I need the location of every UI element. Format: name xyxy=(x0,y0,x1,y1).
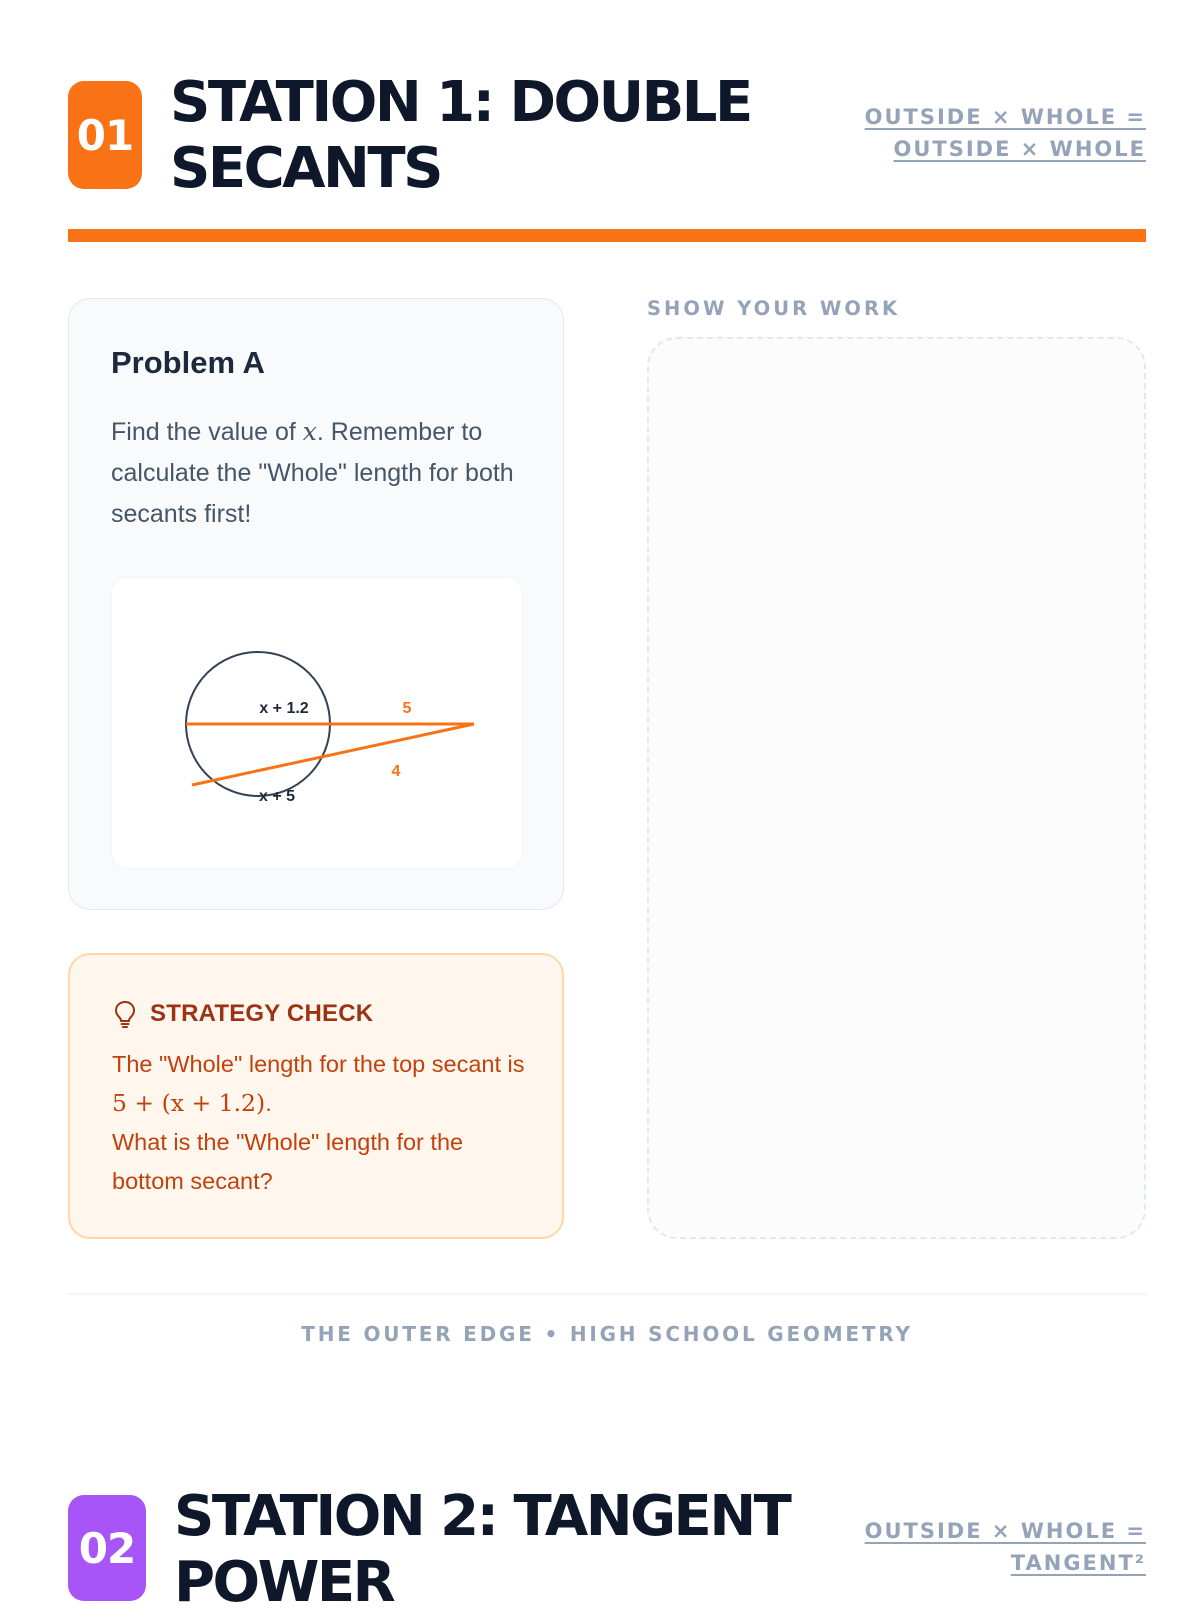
section-divider xyxy=(68,229,1146,242)
strategy-check-card xyxy=(68,953,564,1239)
formula-line2: OUTSIDE × WHOLE xyxy=(893,137,1146,161)
work-area-label: SHOW YOUR WORK xyxy=(647,297,901,320)
problem-instructions xyxy=(111,411,531,535)
secant-diagram xyxy=(111,577,523,869)
strategy-line2: What is the "Whole" length for the bottom secant? xyxy=(112,1129,464,1194)
footer-text: THE OUTER EDGE • HIGH SCHOOL GEOMETRY xyxy=(301,1322,913,1346)
formula-line2: TANGENT² xyxy=(1010,1551,1146,1575)
strategy-header xyxy=(112,999,373,1029)
formula-line1: OUTSIDE × WHOLE = xyxy=(864,105,1146,129)
label-top-inside: x + 1.2 xyxy=(259,700,309,717)
station-number-badge: 02 xyxy=(68,1495,146,1601)
problem-variable: x xyxy=(302,417,317,446)
station-title-line2: SECANTS xyxy=(170,136,441,201)
station-title xyxy=(170,70,751,202)
circle-secant-figure xyxy=(112,578,524,870)
station-title-line1: STATION 2: TANGENT xyxy=(174,1484,790,1549)
strategy-line1: The "Whole" length for the top secant is xyxy=(112,1051,525,1077)
problem-title: Problem A xyxy=(111,345,265,380)
work-area[interactable] xyxy=(647,337,1146,1239)
lightbulb-icon xyxy=(112,999,138,1029)
strategy-math: 5 + (x + 1.2) xyxy=(112,1089,266,1117)
label-bottom-inside: x + 5 xyxy=(258,788,296,805)
problem-text-start: Find the value of xyxy=(111,418,303,446)
station-title-line2: POWER xyxy=(174,1550,394,1615)
strategy-hint xyxy=(112,1045,532,1201)
strategy-line1-end: . xyxy=(265,1090,272,1116)
bottom-secant-line xyxy=(192,724,474,785)
station-number-badge: 01 xyxy=(68,81,142,189)
problem-text-end: . Remember to calculate the "Whole" length for both secants first! xyxy=(111,418,514,528)
formula-line1: OUTSIDE × WHOLE = xyxy=(864,1519,1146,1543)
station-title-line1: STATION 1: DOUBLE xyxy=(170,70,751,135)
label-bottom-outside: 4 xyxy=(391,763,401,780)
label-top-outside: 5 xyxy=(402,700,412,717)
footer-divider xyxy=(68,1293,1146,1295)
formula-reference xyxy=(865,1515,1146,1579)
station-title xyxy=(174,1484,789,1616)
problem-card xyxy=(68,298,564,910)
formula-reference xyxy=(865,101,1146,165)
strategy-title: STRATEGY CHECK xyxy=(150,1000,374,1027)
